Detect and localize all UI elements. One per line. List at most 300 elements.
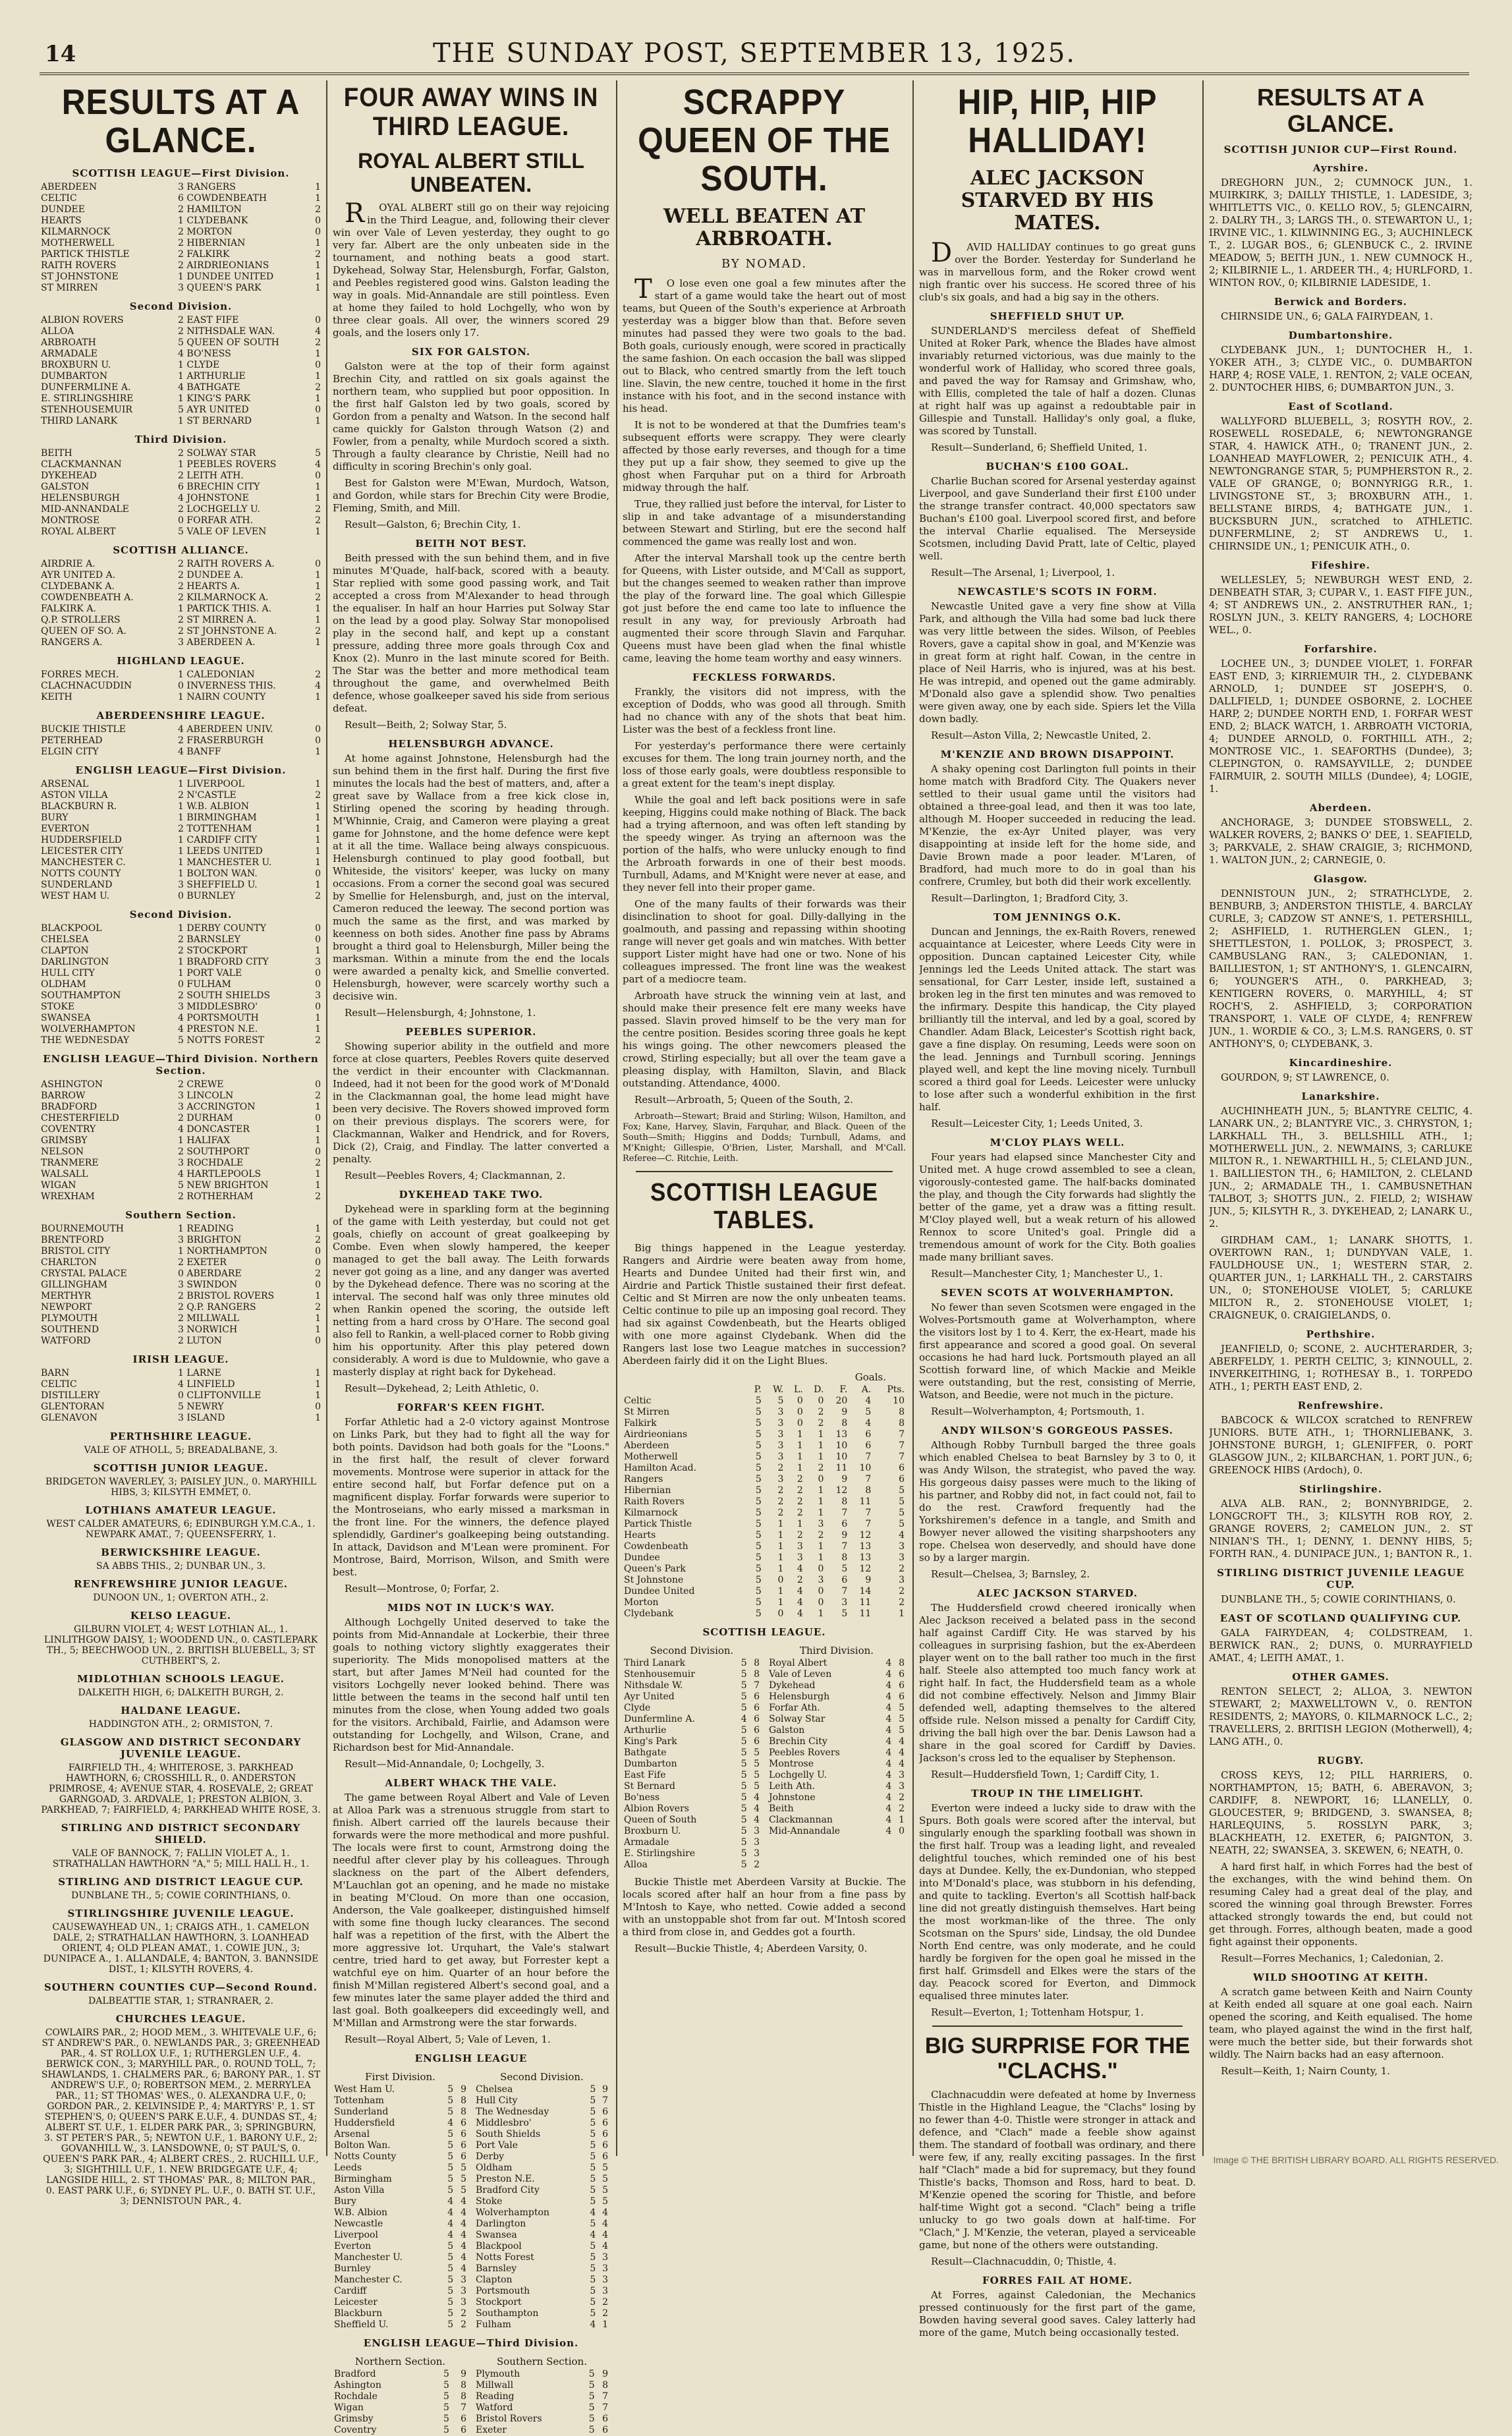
- table-value: 5: [447, 2241, 454, 2252]
- result-row: [41, 382, 321, 393]
- away-score: 2: [315, 669, 321, 680]
- away-score: 1: [315, 1024, 321, 1034]
- team-name: Sunderland: [334, 2107, 389, 2117]
- team-name: Burnley: [334, 2263, 371, 2274]
- score-away-team: 3 SHEFFIELD U.: [178, 880, 258, 890]
- result-row: [41, 626, 321, 637]
- header-cell: L.: [793, 1384, 803, 1395]
- group-results: BABCOCK & WILCOX scratched to RENFREW JUNIORS. BUTE ATH., 1; THORNLIEBANK, 3. JOHNSTONE BURGH, 1; GLENIFFER, 0. PORT GLASGOW JUN., 2; KILBARCHAN, 1. PORT JUN., 6; GREENOCK HIBS (Ardoch), 0.: [1209, 1414, 1472, 1476]
- report-text: The Huddersfield crowd cheered ironically when Alec Jackson received a belated pass in the second half against Cardiff City. He was starved by his colleagues in surprising fashion, but the ex-Aberdeen player went on to the ball rather too much in the first half. Steele also attempted too much fancy work at right half. In fact, the Huddersfield team as a whole did not combine effectively. Nelson and Jimmy Blair defended well, adapting themselves to the altered offside rule. Nelson missed a penalty for Cardiff City, driving the ball high over the bar. Denis Lawson had a share in the goal scored for Cardiff by Davies. Jackson's cross led to the equaliser by Stephenson.: [919, 1602, 1196, 1764]
- score-away-team: 2 EXETER: [178, 1257, 227, 1268]
- divider: [636, 1171, 893, 1172]
- result-row: [41, 1158, 321, 1169]
- table-value: 5: [754, 1770, 760, 1780]
- table-value: 1: [818, 1429, 824, 1440]
- home-team: BROXBURN U.: [41, 360, 111, 370]
- table-row: [623, 1463, 906, 1474]
- result-row: [41, 1257, 321, 1268]
- table-value: 0: [818, 1597, 824, 1608]
- table-value: 2: [818, 1407, 824, 1417]
- table-value: 4: [754, 1792, 760, 1803]
- section-title: SOUTHERN COUNTIES CUP—Second Round.: [43, 1981, 318, 1993]
- home-team: GLENTORAN: [41, 1402, 105, 1412]
- table-value: 5: [741, 1725, 747, 1736]
- english-third-title: ENGLISH LEAGUE—Third Division.: [363, 2337, 579, 2349]
- report-text: No fewer than seven Scotsmen were engaged in the Wolves-Portsmouth game at Wolverhampton, where the visitors lost by 1 to 4. Kerr, the ex-Heart, made his first appearance and scored a good goal. On several occasions he had hard luck. Portsmouth played an all Scottish forward line, of which Mackie and Meikle were outstanding, but the rest, consisting of Merrie, Watson, and Beedie, were not much in the picture.: [919, 1301, 1196, 1401]
- result-row: [41, 637, 321, 648]
- result-row: [41, 1224, 321, 1235]
- table-row: [474, 2308, 609, 2319]
- table-row: [623, 1452, 906, 1463]
- team-name: Johnstone: [769, 1792, 816, 1803]
- table-value: 6: [461, 2118, 466, 2128]
- table-value: 5: [754, 1781, 760, 1792]
- table-value: 1: [777, 1597, 784, 1608]
- table-value: 3: [461, 2286, 466, 2296]
- table-row: [333, 2297, 468, 2308]
- table-value: 6: [602, 2107, 608, 2117]
- table-value: 8: [754, 1658, 760, 1668]
- queen-of-south-headline: SCRAPPY QUEEN OF THE SOUTH.: [638, 82, 891, 198]
- score-away-team: 2 LOCHGELLY U.: [178, 504, 260, 515]
- score-away-team: 2 SOUTH SHIELDS: [178, 990, 270, 1001]
- result-row: [41, 824, 321, 835]
- table-row: [623, 1575, 906, 1586]
- table-value: 7: [899, 1452, 905, 1462]
- team-name: Bolton Wan.: [334, 2140, 391, 2151]
- group-title: OTHER GAMES.: [1292, 1671, 1389, 1683]
- table-row: [768, 1725, 906, 1736]
- table-row: [333, 2174, 468, 2185]
- table-value: 5: [899, 1703, 905, 1713]
- group-title: Lanarkshire.: [1301, 1091, 1380, 1102]
- table-value: 4: [461, 2207, 466, 2218]
- home-team: HEARTS: [41, 215, 82, 226]
- table-value: 5: [755, 1552, 762, 1563]
- score-away-team: 1 HALIFAX: [178, 1135, 231, 1146]
- table-value: 5: [741, 1770, 747, 1780]
- table-row: [623, 1519, 906, 1530]
- score-away-team: 5 VALE OF LEVEN: [178, 526, 267, 537]
- table-row: [768, 1759, 906, 1770]
- report-title: FORFAR'S KEEN FIGHT.: [397, 1402, 546, 1413]
- result-row: [41, 227, 321, 238]
- result-row: [41, 315, 321, 326]
- away-score: 2: [315, 592, 321, 603]
- scottish-league-title: SCOTTISH LEAGUE.: [702, 1626, 826, 1638]
- report-text: Duncan and Jennings, the ex-Raith Rovers, renewed acquaintance at Leicester, where Leeds City were in opposition. Duncan captained Leicester City, while Jennings led the Leeds United attack. The start was sensational, for Carr Lester, inside left, sustained a broken leg in the first ten minutes and was removed to the infirmary. Despite this handicap, the City played brilliantly till the interval, and led by a goal, scored by Chandler. Adam Black, Leicester's Scottish right back, gave a fine display. On resuming, Leeds were soon on the lead. Jennings and Turnbull scoring. Jennings played well, and kept the line moving nicely. Turnbull scored a third goal for Leeds. Leicester were unlucky to lose after such a wonderful exhibition in the first half.: [919, 926, 1196, 1113]
- table-value: 1: [818, 1485, 824, 1496]
- score-away-team: 4 PRESTON N.E.: [178, 1024, 258, 1034]
- table-value: 7: [865, 1474, 872, 1485]
- table-value: 5: [590, 2129, 596, 2139]
- table-value: 5: [741, 1658, 747, 1668]
- section-title: LOTHIANS AMATEUR LEAGUE.: [85, 1504, 277, 1516]
- away-score: 2: [315, 204, 321, 215]
- table-value: 6: [461, 2140, 466, 2151]
- report-paragraph: One of the many faults of their forwards was their disinclination to shoot for goal. Dilly-dallying in the goalmouth, and passing and repassing within shooting range will never get goals and win matches. With better support Lister might have had one or two. None of his colleagues impressed. The front line was the weakest part of a mediocre team.: [623, 898, 906, 985]
- junior-results-headline: RESULTS AT A GLANCE.: [1257, 84, 1424, 137]
- report-title: NEWCASTLE'S SCOTS IN FORM.: [957, 586, 1158, 598]
- english-third-north-table: [333, 2369, 468, 2436]
- table-value: 5: [755, 1597, 762, 1608]
- group-results: WELLESLEY, 5; NEWBURGH WEST END, 2. DENBEATH STAR, 3; CUPAR V., 1. EAST FIFE JUN., 4; ST ANDREWS UN., 2. ANSTRUTHER RAN., 1; ROSLYN JUN., 3. KELTY RANGERS, 4; LOCHORE WEL., 0.: [1209, 574, 1472, 636]
- forres-title: FORRES FAIL AT HOME.: [982, 2275, 1133, 2286]
- table-value: 5: [741, 1781, 747, 1792]
- table-value: 3: [818, 1575, 824, 1585]
- score-away-team: 1 BOLTON WAN.: [178, 868, 258, 879]
- score-away-team: 2 HIBERNIAN: [178, 238, 246, 248]
- table-value: 5: [755, 1541, 762, 1552]
- table-value: 5: [755, 1429, 762, 1440]
- away-score: 2: [315, 1191, 321, 1202]
- report-title: ALEC JACKSON STARVED.: [977, 1587, 1138, 1599]
- home-team: BARN: [41, 1368, 70, 1378]
- table-value: 3: [899, 1781, 905, 1792]
- junior-cup-groups: [1209, 162, 1472, 1857]
- table-value: 5: [447, 2308, 454, 2319]
- team-name: Grimsby: [334, 2414, 374, 2424]
- score-away-team: 4 BANFF: [178, 747, 221, 757]
- header-cell: W.: [773, 1384, 784, 1395]
- result-row: [41, 515, 321, 526]
- home-team: CLACKMANNAN: [41, 459, 122, 470]
- section-title: BERWICKSHIRE LEAGUE.: [101, 1546, 261, 1558]
- group-results: ALVA ALB. RAN., 2; BONNYBRIDGE, 2. LONGCROFT TH., 3; KILSYTH ROB ROY, 2. GRANGE ROVERS, 2; CAMELON JUN., 2. ST NINIAN'S TH., 1; DENNY, 1. DENNY HIBS, 5; FORTH RAN., 4. DUNIPACE JUN., 1; BANTON R., 1.: [1209, 1498, 1472, 1560]
- team-name: W.B. Albion: [334, 2207, 388, 2218]
- score-away-team: 0 BURNLEY: [178, 891, 236, 901]
- table-value: 5: [590, 2174, 596, 2184]
- table-value: 13: [859, 1552, 872, 1563]
- score-away-team: 3 ROCHDALE: [178, 1158, 244, 1168]
- score-away-team: 4 JOHNSTONE: [178, 493, 249, 503]
- result-row: [41, 559, 321, 570]
- english-third-south-table: [474, 2369, 609, 2436]
- halliday-subhead: ALEC JACKSON STARVED BY HIS MATES.: [961, 167, 1154, 235]
- table-value: 5: [443, 2391, 449, 2402]
- table-value: 4: [899, 1747, 905, 1758]
- away-score: 0: [315, 405, 321, 415]
- team-name: Nithsdale W.: [624, 1680, 683, 1691]
- third-league-headline: FOUR AWAY WINS IN THIRD LEAGUE.: [343, 83, 599, 141]
- report-title: MIDS NOT IN LUCK'S WAY.: [387, 1602, 555, 1614]
- table-value: 3: [777, 1418, 784, 1429]
- report-result: Result—Sunderland, 6; Sheffield United, 1.: [931, 441, 1148, 453]
- table-value: 4: [461, 2230, 466, 2240]
- third-league-column: [333, 80, 609, 2436]
- team-name: St Mirren: [624, 1407, 670, 1417]
- table-value: 8: [461, 2380, 466, 2391]
- report-text: At home against Johnstone, Helensburgh had the sun behind them in the first half. During the first five minutes the locals had the best of matters, and, after a great save by Wallace from a free kick close in, Stirling opened the scoring by heading through. M'Whinnie, Craig, and Cameron were playing a great game for Johnstone, and the home defence were kept at it all the time. Wallace being always conspicuous. Helensburgh continued to play good football, but Whiteside, the visitors' keeper, was lucky on many occasions. From a corner the second goal was secured by Smellie for Helensburgh, and, just on the interval, Cameron reduced the leeway. The second portion was much the same as the first, and was marked by keenness on both sides. Another fine pass by Abrams brought a third goal to Helensburgh, Miller being the marksman. Within a minute from the end the locals were awarded a penalty kick, and Smellie converted. Helensburgh, however, were scarcely worthy such a decisive win.: [333, 752, 609, 1002]
- score-away-team: 1 DUNDEE UNITED: [178, 271, 274, 282]
- table-value: 5: [755, 1586, 762, 1597]
- table-row: [623, 1541, 906, 1552]
- result-row: [41, 260, 321, 271]
- away-score: 2: [315, 249, 321, 260]
- section-results: DUNOON UN., 1; OVERTON ATH., 2.: [93, 1593, 269, 1603]
- home-team: GLENAVON: [41, 1413, 98, 1423]
- section-results: DALKEITH HIGH, 6; DALKEITH BURGH, 2.: [78, 1687, 284, 1698]
- report-result: Result—Everton, 1; Tottenham Hotspur, 1.: [931, 2006, 1144, 2018]
- result-row: [41, 1191, 321, 1203]
- away-score: 1: [315, 493, 321, 503]
- result-row: [41, 968, 321, 979]
- home-team: WIGAN: [41, 1180, 76, 1191]
- team-name: Bristol Rovers: [476, 2414, 542, 2424]
- table-row: [333, 2275, 468, 2286]
- table-value: 3: [797, 1552, 803, 1563]
- team-name: Dundee: [624, 1552, 660, 1563]
- table-value: 5: [755, 1608, 762, 1619]
- team-name: Preston N.E.: [476, 2174, 535, 2184]
- team-name: Reading: [476, 2391, 515, 2402]
- score-away-team: 0 FORFAR ATH.: [178, 515, 254, 526]
- table-value: 5: [590, 2118, 596, 2128]
- table-value: 1: [818, 1552, 824, 1563]
- away-score: 1: [315, 835, 321, 845]
- team-name: Leicester: [334, 2297, 378, 2308]
- away-score: 1: [315, 482, 321, 492]
- team-name: Montrose: [769, 1759, 814, 1769]
- away-score: 0: [315, 227, 321, 237]
- team-name: Watford: [476, 2402, 513, 2413]
- home-team: ALBION ROVERS: [41, 315, 124, 326]
- home-team: CLAPTON: [41, 946, 89, 956]
- table-row: [333, 2219, 468, 2230]
- report-text: The game between Royal Albert and Vale of Leven at Alloa Park was a strenuous struggle from start to finish. Albert carried off the laurels because their forwards were the more methodical and more pushful. The locals were first to count, Armstrong doing the needful after clever play by his colleagues. Through slackness on the part of the Albert defenders, M'Lauchlan got an opening, and he made no mistake in beating M'Cloud. On more than one occasion, Anderson, the Vale goalkeeper, distinguished himself with some fine though lucky clearances. The second half was a repetition of the first, with the Albert the more aggressive lot. Urquhart, the Vale's stalwart centre, tried hard to get away, but Forrester kept a watchful eye on him. Quarter of an hour before the finish M'Millan registered Albert's second goal, and a few minutes later the same player added the third and last goal. Both goalkeepers did exceedingly well, and M'Millan and Armstrong were the star forwards.: [333, 1792, 609, 2029]
- table-row: [474, 2275, 609, 2286]
- table-value: 8: [841, 1552, 848, 1563]
- table-value: 4: [461, 2241, 466, 2252]
- table-value: 2: [797, 1575, 803, 1585]
- home-team: SOUTHAMPTON: [41, 990, 121, 1001]
- column-rule: [616, 80, 617, 2156]
- score-away-team: 2 ST MIRREN A.: [178, 615, 257, 625]
- team-name: Hearts: [624, 1530, 656, 1541]
- home-team: MANCHESTER C.: [41, 857, 126, 868]
- table-value: 5: [447, 2185, 454, 2195]
- table-row: [623, 1396, 906, 1407]
- result-row: [41, 1302, 321, 1313]
- team-name: Dunfermline A.: [624, 1714, 695, 1724]
- result-row: [41, 1147, 321, 1158]
- team-name: Tottenham: [334, 2095, 384, 2106]
- section-title: RENFREWSHIRE JUNIOR LEAGUE.: [74, 1578, 288, 1590]
- home-team: ARMADALE: [41, 349, 98, 359]
- masthead: [40, 33, 1469, 75]
- report-text: Forfar Athletic had a 2-0 victory against Montrose on Links Park, but they had to fight all the way for both points. Davidson had both goals for the "Loons." in the first half, the result of clever forward movements. Montrose were superior in attack for the entire second half, but Forfar defence put on a magnificent display. Forfar forwards were superior to the Montroseians, who early missed a marksman in the front line. For the winners, the defence played splendidly, Gardiner's goalkeeping being outstanding. In attack, Davidson and M'Lean were prominent. For Montrose, Baird, Morrison, Wilson, and Smith were best.: [333, 1416, 609, 1578]
- score-away-team: 1 CLYDE: [178, 360, 220, 370]
- result-row: [41, 1379, 321, 1390]
- away-score: 1: [315, 271, 321, 282]
- table-row: [768, 1826, 906, 1837]
- clachs-report: Clachnacuddin were defeated at home by Inverness Thistle in the Highland League, the "Clachs" losing by no fewer than 4-0. Thistle were stronger in attack and defence, and "Clach" made a feeble show against them. The standard of football was ordinary, and there were few, if any, really exciting passages. In the first half "Clach" made a bid for supremacy, but they found Thistle's backs, Thomson and Ross, hard to beat. D. M'Kenzie opened the scoring for Thistle, and before half-time Wight got a second. "Clach" being a trifle unlucky to go two goals down at half-time. For "Clach," J. M'Kenzie, the veteran, played a serviceable game, but none of the others were outstanding.: [919, 2089, 1196, 2251]
- away-score: 2: [315, 382, 321, 393]
- home-team: MONTROSE: [41, 515, 100, 526]
- home-team: ROYAL ALBERT: [41, 526, 116, 537]
- result-row: [41, 1291, 321, 1302]
- table-row: [623, 1485, 906, 1496]
- section-results: DALBEATTIE STAR, 1; STRANRAER, 2.: [88, 1996, 273, 2006]
- result-row: [41, 204, 321, 215]
- team-name: Dykehead: [769, 1680, 816, 1691]
- table-value: 4: [590, 2230, 596, 2240]
- table-value: 3: [899, 1575, 905, 1585]
- table-value: 2: [818, 1463, 824, 1473]
- report-title: BEITH NOT BEST.: [415, 538, 527, 550]
- table-row: [623, 1770, 761, 1781]
- table-row: [474, 2425, 609, 2436]
- result-row: [41, 779, 321, 790]
- table-value: 4: [899, 1736, 905, 1747]
- result-row: [41, 790, 321, 801]
- table-row: [623, 1747, 761, 1759]
- report-title: DYKEHEAD TAKE TWO.: [399, 1189, 544, 1201]
- english-third-tables: [333, 2352, 609, 2436]
- group-results: CLYDEBANK JUN., 1; DUNTOCHER H., 1. YOKER ATH., 3; CLYDE VIC., 0. DUMBARTON HARP, 4; ROSE VALE, 1. RENTON, 2; VALE OCEAN, 2. DUNTOCHER HIBS, 6; DUMBARTON JUN., 3.: [1209, 344, 1472, 393]
- table-value: 4: [885, 1792, 892, 1803]
- score-away-team: 3 ABERDEEN A.: [178, 637, 256, 648]
- team-name: Portsmouth: [476, 2286, 530, 2296]
- table-row: [474, 2241, 609, 2252]
- team-name: Clyde: [624, 1703, 651, 1713]
- result-row: [41, 405, 321, 416]
- table-row: [474, 2129, 609, 2140]
- table-value: 3: [602, 2263, 608, 2274]
- group-results: DUNBLANE TH., 5; COWIE CORINTHIANS, 0.: [1221, 1593, 1456, 1605]
- team-name: Peebles Rovers: [769, 1747, 840, 1758]
- team-name: Arthurlie: [624, 1725, 667, 1736]
- report-paragraphs: [623, 274, 906, 665]
- away-score: 0: [315, 215, 321, 226]
- away-score: 1: [315, 637, 321, 648]
- queen-of-south-column: [623, 80, 906, 1960]
- home-team: NOTTS COUNTY: [41, 868, 121, 879]
- table-value: 8: [841, 1496, 848, 1507]
- report-text: SUNDERLAND'S merciless defeat of Sheffield United at Roker Park, whence the Blades have almost invariably returned victorious, was due mainly to the wonderful work of Halliday, who scored three goals, and paved the way for Ramsay and Grimshaw, who, with Ellis, completed the tale of half a dozen. Clunas at right half was up against a redoubtable pair in Gillespie and Tunstall. Halliday's only goal, a fluke, was scored by Tunstall.: [919, 325, 1196, 437]
- table-row: [333, 2369, 468, 2380]
- table-value: 1: [797, 1429, 803, 1440]
- table-value: 1: [818, 1541, 824, 1552]
- home-team: ELGIN CITY: [41, 747, 99, 757]
- score-away-team: 4 BO'NESS: [178, 349, 231, 359]
- result-row: [41, 669, 321, 681]
- table-value: 6: [461, 2425, 466, 2435]
- report-paragraph: It is not to be wondered at that the Dumfries team's subsequent efforts were scrappy. They were clearly affected by those early reverses, and though for a time they put up a fair show, they seemed to give up the ghost when Farquhar put on a third for Arbroath midway through the half.: [623, 419, 906, 494]
- table-row: [623, 1803, 761, 1815]
- score-away-team: 3 ISLAND: [178, 1413, 225, 1423]
- team-name: Stoke: [476, 2196, 503, 2207]
- section-title: CHURCHES LEAGUE.: [115, 2013, 246, 2025]
- home-team: Q.P. STROLLERS: [41, 615, 121, 625]
- away-score: 0: [315, 934, 321, 945]
- home-team: THE WEDNESDAY: [41, 1035, 130, 1046]
- table-value: 9: [461, 2369, 466, 2379]
- table-row: [623, 1781, 761, 1792]
- score-away-team: 3 ACCRINGTON: [178, 1102, 256, 1112]
- table-value: 10: [835, 1452, 848, 1462]
- table-value: 5: [741, 1759, 747, 1769]
- third-league-intro: ROYAL ALBERT still go on their way rejoicing in the Third League, and, following their clever win over Vale of Leven yesterday, they ought to go very far. Albert are the only unbeaten side in the tournament, and nothing beats a good start. Dykehead, Solway Star, Helensburgh, Forfar, Galston, and Peebles registered good wins. Galston leading the way in goals. Mid-Annandale are still pointless. Even at home they failed to hold Lochgelly, who won by three clear goals. All over, the winners scored 29 goals, and the losers only 17.: [333, 198, 609, 339]
- report-text: Newcastle United gave a very fine show at Villa Park, and although the Villa had some bad luck there was very little between the sides. Wilson, of Peebles Rovers, gave a capital show in goal, and M'Kenzie was in great form at right half. Cowan, in the centre in place of Neil Harris, who is injured, was at his best. He was intrepid, and opened out the game admirably. M'Donald also gave a splendid show. Two penalties were given away, one by each side. Spiers let the Villa down badly.: [919, 600, 1196, 725]
- table-value: 6: [865, 1440, 872, 1451]
- team-name: Blackpool: [476, 2241, 522, 2252]
- group-title: Berwick and Borders.: [1274, 296, 1407, 308]
- team-name: Wigan: [334, 2402, 364, 2413]
- home-team: DUNDEE: [41, 204, 85, 215]
- table-value: 6: [602, 2140, 608, 2151]
- table-value: 3: [797, 1541, 803, 1552]
- group-results: DREGHORN JUN., 2; CUMNOCK JUN., 1. MUIRKIRK, 3; DAILLY THISTLE, 1. LADESIDE, 3; WHITLETTS VIC., 0. KELLO ROV., 5; GLENCAIRN, 2. DALRY TH., 3; LARGS TH., 0. STEWARTON U., 1; IRVINE VIC., 1. KILWINNING EG., 3; AUCHINLECK T., 2. LUGAR BOS., 6; GLENBUCK C., 2. IRVINE MEADOW, 5; BEITH JUN., 1. NEW CUMNOCK H., 2; KILBIRNIE L., 1. ARDEER TH., 4; HURLFORD, 1. WINTON ROV., 0; KILBIRNIE LADESIDE, 1.: [1209, 177, 1472, 289]
- byline: BY NOMAD.: [721, 257, 807, 271]
- table-value: 4: [602, 2230, 608, 2240]
- team-name: Newcastle: [334, 2219, 383, 2229]
- table-value: 4: [885, 1826, 892, 1836]
- table-value: 3: [841, 1597, 848, 1608]
- league-tables-intro: Big things happened in the League yesterday. Rangers and Airdrie were beaten away from home, Hearts and Dundee United had their first win, and Airdrie and Partick Thistle sustained their first defeat. Celtic and St Mirren are now the only unbeaten teams. Celtic continue to pile up an imposing goal record. They had six against Cowdenbeath, but the Hearts obliged with one more against Clydebank. When did the Rangers last lose two League matches in succession? Aberdeen fairly did it on the Light Blues.: [623, 1242, 906, 1367]
- team-name: East Fife: [624, 1770, 666, 1780]
- team-name: Hamilton Acad.: [624, 1463, 697, 1473]
- table-row: [333, 2207, 468, 2219]
- home-team: AYR UNITED A.: [41, 570, 116, 581]
- group-title: RUGBY.: [1317, 1755, 1364, 1767]
- table-value: 0: [818, 1396, 824, 1406]
- home-team: BLACKPOOL: [41, 923, 102, 934]
- team-name: The Wednesday: [476, 2107, 549, 2117]
- table-value: 5: [443, 2369, 449, 2379]
- home-team: COWDENBEATH A.: [41, 592, 134, 603]
- team-name: Manchester U.: [334, 2252, 403, 2263]
- section-results: CAUSEWAYHEAD UN., 1; CRAIGS ATH., 1. CAMELON DALE, 2; STRATHALLAN HAWTHORN, 3. LOANHEAD ORIENT, 4; OLD PLEAN AMAT., 1. COWIE JUN., 3; DUNIPACE A., 1. ALLANDALE, 4; BANTON, 3. BANNSIDE DIST., 1; KILSYTH ROVERS, 4.: [43, 1922, 319, 1975]
- table-value: 5: [443, 2414, 449, 2424]
- table-value: 1: [899, 1815, 905, 1825]
- table-value: 6: [899, 1463, 905, 1473]
- feckless-title: FECKLESS FORWARDS.: [692, 671, 836, 683]
- table-value: 4: [885, 1815, 892, 1825]
- table-value: 3: [818, 1519, 824, 1529]
- result-row: [41, 349, 321, 360]
- table-row: [333, 2286, 468, 2297]
- table-row: [333, 2107, 468, 2118]
- table-value: 5: [447, 2252, 454, 2263]
- english-first-division-table: [333, 2084, 468, 2331]
- home-team: BRADFORD: [41, 1102, 98, 1112]
- team-name: Port Vale: [476, 2140, 518, 2151]
- away-score: 1: [315, 1368, 321, 1378]
- table-value: 3: [461, 2275, 466, 2285]
- home-team: WEST HAM U.: [41, 891, 110, 901]
- table-value: 0: [797, 1396, 803, 1406]
- table-value: 5: [741, 1703, 747, 1713]
- team-name: South Shields: [476, 2129, 541, 2139]
- table-value: 4: [461, 2263, 466, 2274]
- table-value: 4: [865, 1418, 872, 1429]
- results-column: [41, 80, 321, 2207]
- away-score: 1: [315, 349, 321, 359]
- table-value: 7: [841, 1541, 848, 1552]
- home-team: CELTIC: [41, 1379, 77, 1390]
- home-team: GALSTON: [41, 482, 90, 492]
- team-name: Notts Forest: [476, 2252, 534, 2263]
- away-score: 1: [315, 283, 321, 293]
- score-away-team: 5 NEWRY: [178, 1402, 224, 1412]
- result-row: [41, 283, 321, 294]
- table-value: 5: [443, 2380, 449, 2391]
- table-row: [623, 1792, 761, 1803]
- result-row: [41, 979, 321, 990]
- table-value: 8: [602, 2380, 608, 2391]
- team-name: Queen's Park: [624, 1564, 686, 1574]
